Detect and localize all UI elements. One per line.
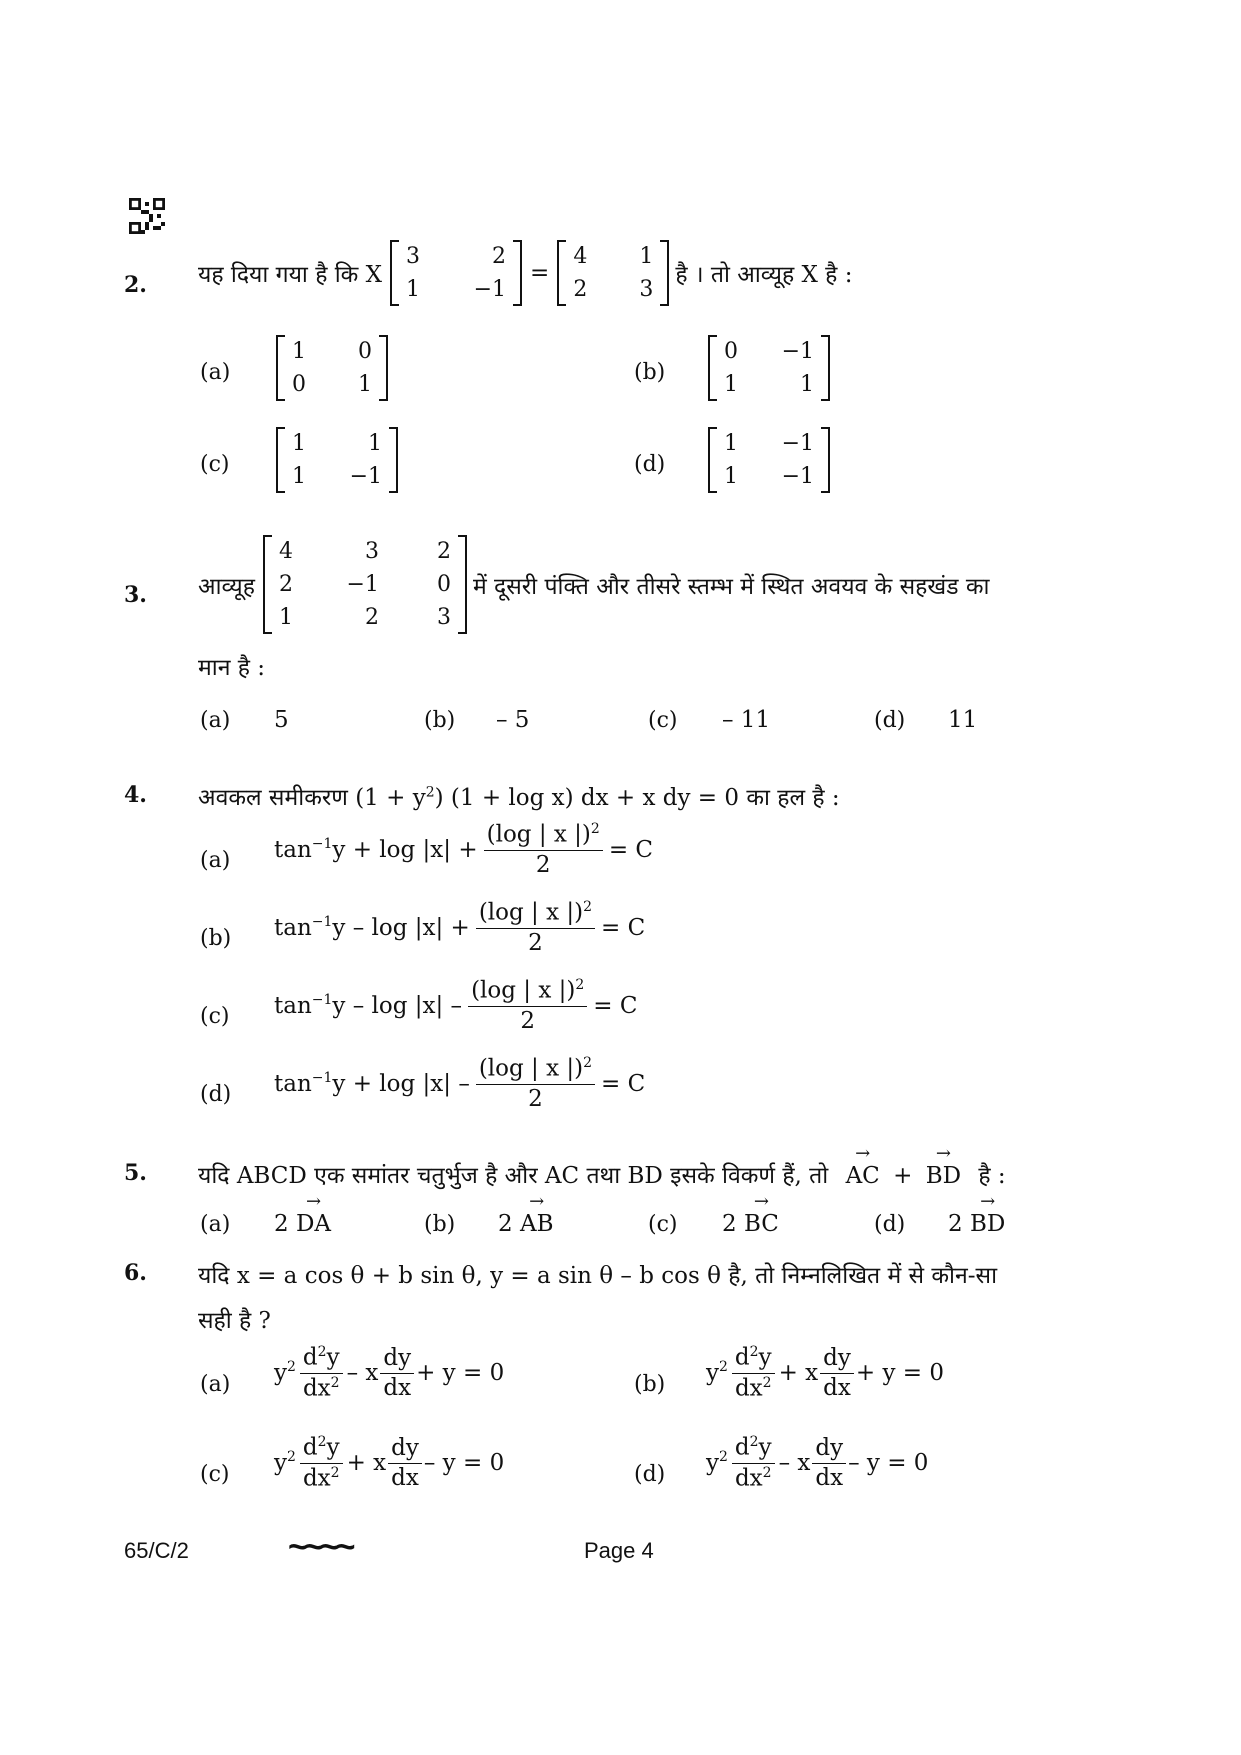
option-label: (d) bbox=[874, 1212, 906, 1237]
option-d-expression[interactable]: tan $^{-1}$ y + log |x| – $\frac{(\log | x |)^2}{2}$ = C bbox=[274, 1055, 646, 1112]
question-text: सही है ? bbox=[198, 1308, 271, 1334]
option-label: (a) bbox=[200, 848, 231, 873]
question-number: 3. bbox=[124, 582, 147, 608]
option-label: (d) bbox=[634, 452, 666, 477]
option-label: (c) bbox=[200, 452, 230, 477]
question-5-stem: यदि ABCD एक समांतर चतुर्भुज है और AC तथा BD इसके विकर्ण हैं, तो → AC + → BD है : bbox=[198, 1158, 1006, 1190]
option-label: (c) bbox=[648, 708, 678, 733]
option-a-value[interactable]: 5 bbox=[274, 707, 289, 733]
question-number: 2. bbox=[124, 272, 147, 298]
option-label: (a) bbox=[200, 1372, 231, 1397]
matrix-a: 3 2 1 −1 bbox=[390, 240, 522, 306]
question-3-stem: आव्यूह 4 3 2 2 −1 0 1 2 3 में दूसरी पंक्ति और तीसरे स्तम्भ में स्थित अवयव के सहखंड का bbox=[198, 535, 989, 634]
option-c-expression[interactable]: tan $^{-1}$ y – log |x| – $\frac{(\log | x |)^2}{2}$ = C bbox=[274, 977, 638, 1034]
paper-code: 65/C/2 bbox=[124, 1538, 189, 1563]
question-6-stem: यदि x = a cos θ + b sin θ, y = a sin θ – b cos θ है, तो निम्नलिखित में से कौन-सा bbox=[198, 1263, 998, 1289]
option-a-equation[interactable]: y $^2$ $\frac{d^2y}{dx^2}$ – x $\frac{dy}{dx}$ + y = 0 bbox=[274, 1344, 505, 1402]
question-number: 5. bbox=[124, 1160, 147, 1186]
option-b-vector[interactable]: 2 → AB bbox=[498, 1211, 553, 1237]
option-label: (c) bbox=[648, 1212, 678, 1237]
option-b-matrix[interactable]: 0 −1 1 1 bbox=[708, 335, 830, 401]
option-label: (c) bbox=[200, 1462, 230, 1487]
question-text: मान है : bbox=[198, 655, 266, 681]
matrix-m: 4 3 2 2 −1 0 1 2 3 bbox=[263, 535, 467, 634]
option-b-expression[interactable]: tan $^{-1}$ y – log |x| + $\frac{(\log | x |)^2}{2}$ = C bbox=[274, 899, 646, 956]
option-label: (a) bbox=[200, 360, 231, 385]
option-d-equation[interactable]: y $^2$ $\frac{d^2y}{dx^2}$ – x $\frac{dy}{dx}$ – y = 0 bbox=[706, 1434, 929, 1492]
option-d-matrix[interactable]: 1 −1 1 −1 bbox=[708, 427, 830, 493]
option-label: (b) bbox=[424, 1212, 456, 1237]
page-number: Page 4 bbox=[584, 1538, 654, 1563]
option-b-value[interactable]: – 5 bbox=[496, 707, 530, 733]
option-label: (d) bbox=[200, 1082, 232, 1107]
vector-ac: → AC bbox=[846, 1163, 880, 1189]
option-d-vector[interactable]: 2 → BD bbox=[948, 1211, 1005, 1237]
option-label: (b) bbox=[634, 1372, 666, 1397]
option-label: (a) bbox=[200, 1212, 231, 1237]
squiggle-divider: ~~~~ bbox=[288, 1528, 352, 1566]
question-4-stem: अवकल समीकरण $(1 + y^2)$ (1 + log x) dx + x dy = 0 का हल है : bbox=[198, 784, 840, 811]
option-c-equation[interactable]: y $^2$ $\frac{d^2y}{dx^2}$ + x $\frac{dy}{dx}$ – y = 0 bbox=[274, 1434, 505, 1492]
question-2-stem: यह दिया गया है कि X 3 2 1 −1 = 4 1 2 3 है । तो आव्यूह X है : bbox=[198, 240, 852, 306]
matrix-b: 4 1 2 3 bbox=[557, 240, 669, 306]
option-c-matrix[interactable]: 1 1 1 −1 bbox=[276, 427, 398, 493]
question-number: 6. bbox=[124, 1260, 147, 1286]
option-label: (b) bbox=[634, 360, 666, 385]
option-label: (b) bbox=[200, 926, 232, 951]
option-label: (d) bbox=[874, 708, 906, 733]
option-label: (c) bbox=[200, 1004, 230, 1029]
option-c-value[interactable]: – 11 bbox=[722, 707, 771, 733]
option-d-value[interactable]: 11 bbox=[948, 707, 978, 733]
option-b-equation[interactable]: y $^2$ $\frac{d^2y}{dx^2}$ + x $\frac{dy}{dx}$ + y = 0 bbox=[706, 1344, 944, 1402]
option-label: (b) bbox=[424, 708, 456, 733]
question-text: यह दिया गया है कि X bbox=[198, 262, 383, 288]
vector-bd: → BD bbox=[926, 1163, 961, 1189]
option-label: (a) bbox=[200, 708, 231, 733]
option-a-vector[interactable]: 2 → DA bbox=[274, 1211, 331, 1237]
qr-code-icon bbox=[129, 198, 165, 234]
option-a-expression[interactable]: tan $^{-1}$ y + log |x| + $\frac{(\log | x |)^2}{2}$ = C bbox=[274, 821, 653, 878]
question-number: 4. bbox=[124, 782, 147, 808]
option-c-vector[interactable]: 2 → BC bbox=[722, 1211, 779, 1237]
option-label: (d) bbox=[634, 1462, 666, 1487]
option-a-matrix[interactable]: 1 0 0 1 bbox=[276, 335, 388, 401]
